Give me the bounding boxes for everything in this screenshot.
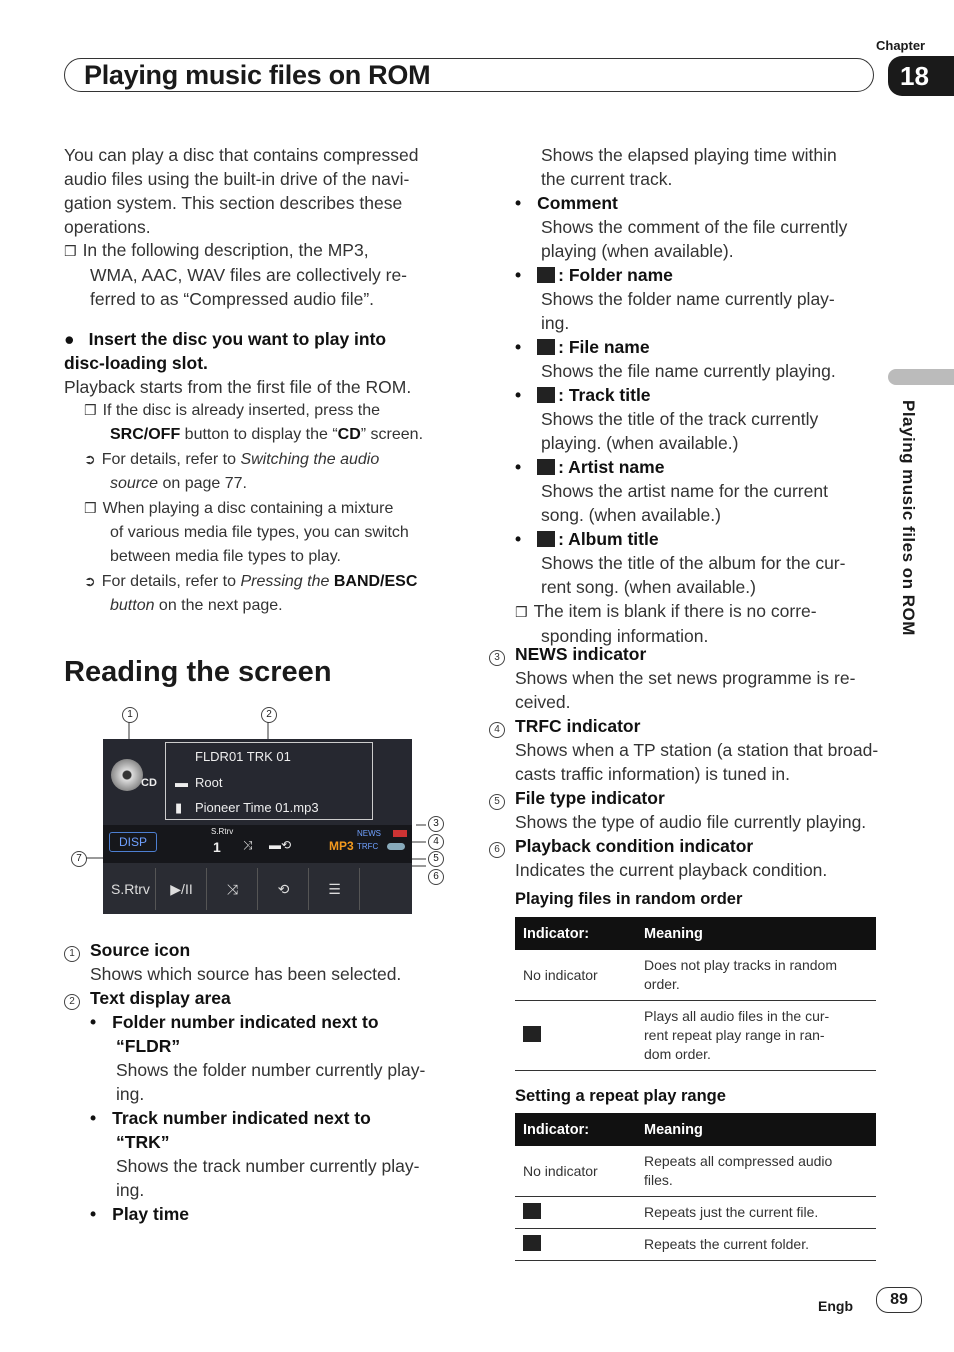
footer-lang: Engb	[818, 1298, 853, 1314]
arrow-icon: ➲	[84, 573, 96, 589]
screen-line-2: Root	[195, 775, 223, 790]
callout-6: 6	[428, 869, 444, 885]
page-number: 89	[876, 1287, 922, 1313]
table-cell: Does not play tracks in random order.	[636, 950, 876, 1001]
checkbox-icon: ❒	[64, 243, 77, 259]
screen-illustration	[103, 739, 412, 914]
screen-status-bar	[103, 825, 412, 863]
side-title: Playing music files on ROM	[899, 400, 918, 636]
intro-paragraph: You can play a disc that contains compressed audio files using the built-in drive of the navi- gation system. This section describes these operations.	[64, 145, 419, 237]
table-cell: Repeats the current folder.	[636, 1229, 876, 1261]
section-title: Reading the screen	[64, 656, 332, 688]
arrow-icon: ➲	[84, 451, 96, 467]
screen-top	[103, 739, 412, 825]
cd-icon	[111, 759, 143, 791]
chapter-number: 18	[888, 56, 954, 96]
repeat-button: ⟲	[259, 868, 309, 910]
list-button: ☰	[310, 868, 360, 910]
indicator-items: 3 NEWS indicator Shows when the set news programme is re- ceived. 4 TRFC indicator Shows when a TP station (a station that broad- casts traffic information) is tuned in. 5 File type indicator Shows the type of audio file currently playing. 6 Playback condition indicator Indicates the current playback condition.	[489, 642, 881, 882]
insert-notes: ❒ If the disc is already inserted, press the SRC/OFF button to display the “CD” screen. ➲ For details, refer to Switching the audio source on page 77. ❒ When playing a disc containing a mixture of various media file types, you can switch between media file types to play. ➲ For details, refer to Pressing the BAND/ESC button on the next page.	[84, 402, 424, 614]
checkbox-icon: ❒	[515, 604, 528, 620]
callout-3: 3	[428, 816, 444, 832]
checkbox-icon: ❒	[84, 402, 97, 418]
intro-note: ❒ In the following description, the MP3, WMA, AAC, WAV files are collectively re- ferred to as “Compressed audio file”.	[64, 240, 408, 309]
play-pause-button: ▶/II	[157, 868, 207, 910]
left-items: 1 Source icon Shows which source has been selected. 2 Text display area • Folder number indicated next to “FLDR” Shows the folder number currently play- ing. • Track number indicated next to “TRK” Shows the track number currently play- ing. • Play time	[64, 938, 454, 1226]
cd-label: CD	[141, 777, 157, 789]
right-items: Shows the elapsed playing time within the current track. • Comment Shows the comment of the file currently playing (when available). • : Folder name Shows the folder name currently play- ing. • : File name Shows the file name currently playing. • : Track title Shows the title of the track currently playing. (when available.) • : Artist name Shows the artist name for the current song. (when available.) • : Album title Shows the title of the album for the cur- rent song. (when available.) ❒ The item is blank if there is no corre- sponding information.	[515, 145, 848, 646]
checkbox-icon: ❒	[84, 500, 97, 516]
insert-heading: ● Insert the disc you want to play into disc-loading slot. Playback starts from the first file of the ROM.	[64, 329, 412, 397]
callout-5: 5	[428, 851, 444, 867]
repeat-folder-icon	[523, 1235, 541, 1251]
album-icon	[537, 531, 555, 547]
track-icon	[537, 387, 555, 403]
table-cell: Repeats just the current file.	[636, 1197, 876, 1229]
callout-2: 2	[261, 707, 277, 723]
chapter-label: Chapter	[876, 38, 926, 53]
repeat-folder-icon: ▬⟲	[269, 838, 292, 852]
file-icon	[537, 339, 555, 355]
table-cell: No indicator	[515, 1146, 636, 1197]
random-button: ⤨	[208, 868, 258, 910]
callout-7: 7	[71, 851, 87, 867]
trfc-indicator: TRFC	[357, 842, 379, 851]
screen-buttons	[103, 863, 412, 914]
table-cell: No indicator	[515, 950, 636, 1001]
table-cell	[515, 1229, 636, 1261]
artist-icon	[537, 459, 555, 475]
srtrv-button: S.Rtrv	[106, 868, 156, 910]
news-indicator: NEWS	[357, 829, 381, 838]
bullet-icon: ●	[64, 329, 75, 349]
callout-1: 1	[122, 707, 138, 723]
srtrv-label: S.Rtrv	[211, 827, 234, 836]
folder-icon: ▬	[175, 775, 188, 790]
table-cell: Repeats all compressed audio files.	[636, 1146, 876, 1197]
file-icon: ▮	[175, 800, 183, 815]
callout-4: 4	[428, 834, 444, 850]
folder-icon	[537, 267, 555, 283]
repeat-table-title: Setting a repeat play range	[515, 1087, 726, 1105]
page-title: Playing music files on ROM	[84, 60, 431, 90]
table-cell: Plays all audio files in the cur- rent repeat play range in ran- dom order.	[636, 1001, 876, 1071]
table-cell	[515, 1197, 636, 1229]
side-tab	[888, 369, 954, 385]
car-icon	[387, 843, 405, 850]
screen-line-3: Pioneer Time 01.mp3	[195, 800, 319, 815]
random-icon	[523, 1026, 541, 1042]
repeat-file-icon	[523, 1203, 541, 1219]
repeat-table: Indicator: Meaning No indicator Repeats all compressed audio files. Repeats just the current file. Repeats the current folder.	[515, 1113, 876, 1261]
table-cell	[515, 1001, 636, 1071]
disp-button: DISP	[109, 832, 157, 852]
random-icon: ⤨	[243, 838, 253, 852]
random-table: Indicator: Meaning No indicator Does not play tracks in random order. Plays all audio files in the cur- rent repeat play range in ran- dom order.	[515, 917, 876, 1071]
random-table-title: Playing files in random order	[515, 890, 743, 908]
track-number: 1	[213, 839, 221, 855]
mp3-indicator: MP3	[329, 839, 354, 853]
screen-line-1: FLDR01 TRK 01	[195, 749, 291, 764]
news-icon	[393, 830, 407, 837]
